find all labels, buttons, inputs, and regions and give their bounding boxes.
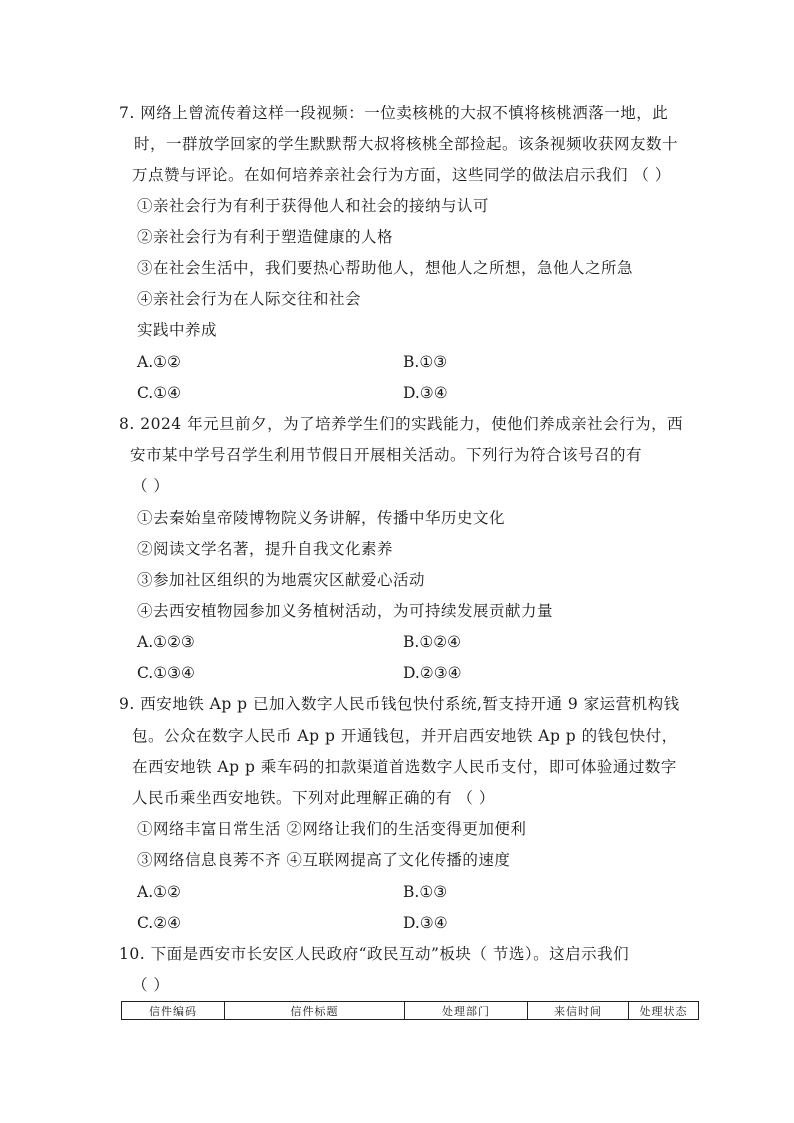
q8-statement-3: ③参加社区组织的为地震灾区献爱心活动 [137, 571, 426, 589]
q9-option-c: C.②④ [137, 914, 182, 932]
q9-line-4: 人民币乘坐西安地铁。下列对此理解正确的有 （ ） [132, 789, 495, 807]
q7-statement-2: ②亲社会行为有利于塑造健康的人格 [137, 228, 394, 246]
q9-option-b: B.①③ [403, 883, 448, 901]
q8-statement-4: ④去西安植物园参加义务植树活动，为可持续发展贡献力量 [137, 602, 554, 620]
q9-statement-1: ①网络丰富日常生活 ②网络让我们的生活变得更加便利 [137, 820, 527, 838]
q8-statement-1: ①去秦始皇帝陵博物院义务讲解，传播中华历史文化 [137, 509, 506, 527]
q7-statement-4-cont: 实践中养成 [137, 321, 218, 339]
header-handling-dept: 处理部门 [405, 1002, 528, 1020]
q9-option-a: A.①② [137, 883, 181, 901]
q7-option-b: B.①③ [403, 353, 448, 371]
q7-option-a: A.①② [137, 353, 181, 371]
q7-statement-1: ①亲社会行为有利于获得他人和社会的接纳与认可 [137, 197, 490, 215]
q9-statement-2: ③网络信息良莠不齐 ④互联网提高了文化传播的速度 [137, 851, 511, 869]
table-header-row [122, 1002, 699, 1020]
q8-option-b: B.①②④ [403, 633, 462, 651]
q7-line-2: 时，一群放学回家的学生默默帮大叔将核桃全部捡起。该条视频收获网友数十 [134, 135, 679, 153]
q8-option-a: A.①②③ [137, 633, 195, 651]
q7-line-1: 7. 网络上曾流传着这样一段视频：一位卖核桃的大叔不慎将核桃洒落一地，此 [119, 104, 669, 122]
q8-option-c: C.①③④ [137, 664, 195, 682]
q7-line-3: 万点赞与评论。在如何培养亲社会行为方面，这些同学的做法启示我们 （ ） [132, 166, 671, 184]
q8-statement-2: ②阅读文学名著，提升自我文化素养 [137, 540, 394, 558]
header-letter-title: 信件标题 [225, 1002, 405, 1020]
q8-line-1: 8. 2024 年元旦前夕，为了培养学生们的实践能力，使他们养成亲社会行为，西 [119, 415, 684, 433]
q9-line-3: 在西安地铁 Ap p 乘车码的扣款渠道首选数字人民币支付，即可体验通过数字 [132, 758, 677, 776]
q7-option-c: C.①④ [137, 384, 182, 402]
letters-table [121, 1001, 699, 1020]
header-handling-status: 处理状态 [629, 1002, 699, 1020]
q10-line-1: 10. 下面是西安市长安区人民政府“政民互动”板块（ 节选）。这启示我们 [119, 945, 630, 963]
header-letter-code: 信件编码 [122, 1002, 225, 1020]
q8-line-2: 安市某中学号召学生利用节假日开展相关活动。下列行为符合该号召的有 [130, 446, 643, 464]
header-letter-time: 来信时间 [528, 1002, 629, 1020]
q9-line-2: 包。公众在数字人民币 Ap p 开通钱包，并开启西安地铁 Ap p 的钱包快付， [132, 727, 678, 745]
q7-statement-4: ④亲社会行为在人际交往和社会 [137, 290, 362, 308]
q7-option-d: D.③④ [403, 384, 448, 402]
q7-statement-3: ③在社会生活中，我们要热心帮助他人，想他人之所想，急他人之所急 [137, 259, 634, 277]
q10-line-2: （ ） [132, 976, 170, 994]
q9-option-d: D.③④ [403, 914, 448, 932]
q8-line-3: （ ） [132, 477, 170, 495]
q8-option-d: D.②③④ [403, 664, 462, 682]
q9-line-1: 9. 西安地铁 Ap p 已加入数字人民币钱包快付系统,暂支持开通 9 家运营机构钱 [119, 695, 680, 713]
